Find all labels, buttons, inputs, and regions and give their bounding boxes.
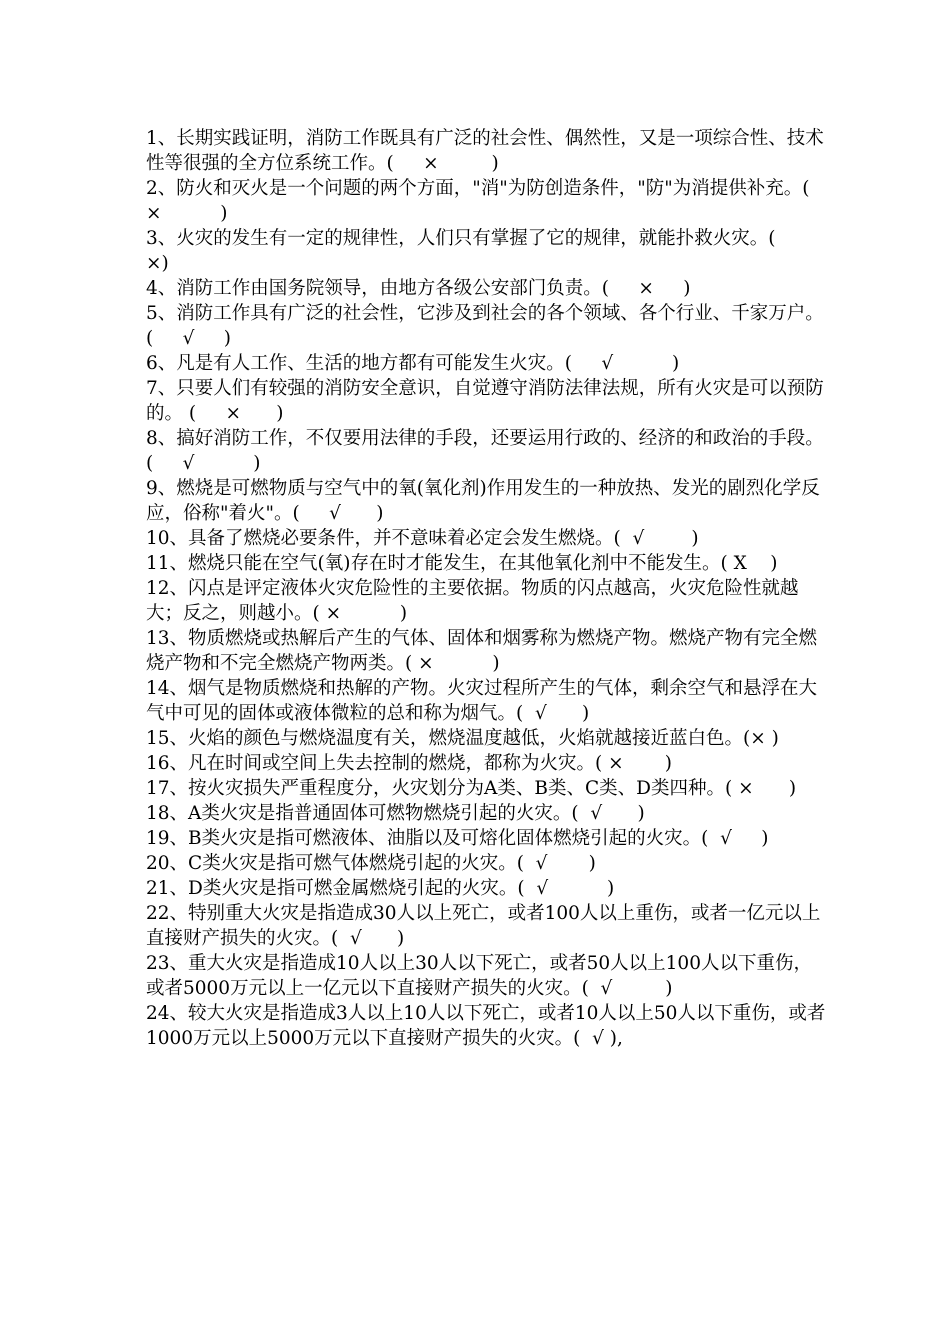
question-4: 4、消防工作由国务院领导，由地方各级公安部门负责。( × ) — [146, 278, 691, 299]
question-19: 19、B类火灾是指可燃液体、油脂以及可熔化固体燃烧引起的火灾。( √ ) — [146, 828, 769, 849]
question-12: 12、闪点是评定液体火灾危险性的主要依据。物质的闪点越高，火灾危险性就越大；反之，则越小。( × ) — [146, 578, 799, 624]
question-22: 22、特别重大火灾是指造成30人以上死亡，或者100人以上重伤，或者一亿元以上直接财产损失的火灾。( √ ) — [146, 903, 821, 949]
question-15: 15、火焰的颜色与燃烧温度有关，燃烧温度越低，火焰就越接近蓝白色。(× ) — [146, 728, 779, 749]
question-23: 23、重大火灾是指造成10人以上30人以下死亡，或者50人以上100人以下重伤，或者5000万元以上一亿元以下直接财产损失的火灾。( √ ) — [146, 953, 812, 999]
question-7: 7、只要人们有较强的消防安全意识，自觉遵守消防法律法规，所有火灾是可以预防的。 ( × ) — [146, 378, 824, 424]
question-11: 11、燃烧只能在空气(氧)存在时才能发生，在其他氧化剂中不能发生。( X ) — [146, 553, 778, 574]
question-18: 18、A类火灾是指普通固体可燃物燃烧引起的火灾。( √ ) — [146, 803, 645, 824]
question-1: 1、长期实践证明，消防工作既具有广泛的社会性、偶然性，又是一项综合性、技术性等很强的全方位系统工作。( × ) — [146, 128, 824, 174]
question-9: 9、燃烧是可燃物质与空气中的氧(氧化剂)作用发生的一种放热、发光的剧烈化学反应，俗称"着火"。( √ ) — [146, 478, 820, 524]
question-8: 8、搞好消防工作，不仅要用法律的手段，还要运用行政的、经济的和政治的手段。( √ ) — [146, 428, 824, 474]
question-21: 21、D类火灾是指可燃金属燃烧引起的火灾。( √ ) — [146, 878, 615, 899]
question-16: 16、凡在时间或空间上失去控制的燃烧，都称为火灾。( × ) — [146, 753, 673, 774]
question-13: 13、物质燃烧或热解后产生的气体、固体和烟雾称为燃烧产物。燃烧产物有完全燃烧产物和不完全燃烧产物两类。( × ) — [146, 628, 818, 674]
question-24: 24、较大火灾是指造成3人以上10人以下死亡，或者10人以上50人以下重伤，或者1000万元以上5000万元以下直接财产损失的火灾。( √ ), — [146, 1003, 826, 1049]
question-20: 20、C类火灾是指可燃气体燃烧引起的火灾。( √ ) — [146, 853, 596, 874]
question-2: 2、防火和灭火是一个问题的两个方面，"消"为防创造条件，"防"为消提供补充。( × ) — [146, 178, 816, 224]
question-14: 14、烟气是物质燃烧和热解的产物。火灾过程所产生的气体，剩余空气和悬浮在大气中可见的固体或液体微粒的总和称为烟气。( √ ) — [146, 678, 818, 724]
question-17: 17、按火灾损失严重程度分，火灾划分为A类、B类、C类、D类四种。( × ) — [146, 778, 797, 799]
question-5: 5、消防工作具有广泛的社会性，它涉及到社会的各个领域、各个行业、千家万户。( √ ) — [146, 303, 824, 349]
document-body — [146, 126, 826, 1051]
question-6: 6、凡是有人工作、生活的地方都有可能发生火灾。( √ ) — [146, 353, 680, 374]
question-3: 3、火灾的发生有一定的规律性，人们只有掌握了它的规律，就能扑救火灾。( ×) — [146, 228, 805, 274]
question-10: 10、具备了燃烧必要条件，并不意味着必定会发生燃烧。( √ ) — [146, 528, 699, 549]
